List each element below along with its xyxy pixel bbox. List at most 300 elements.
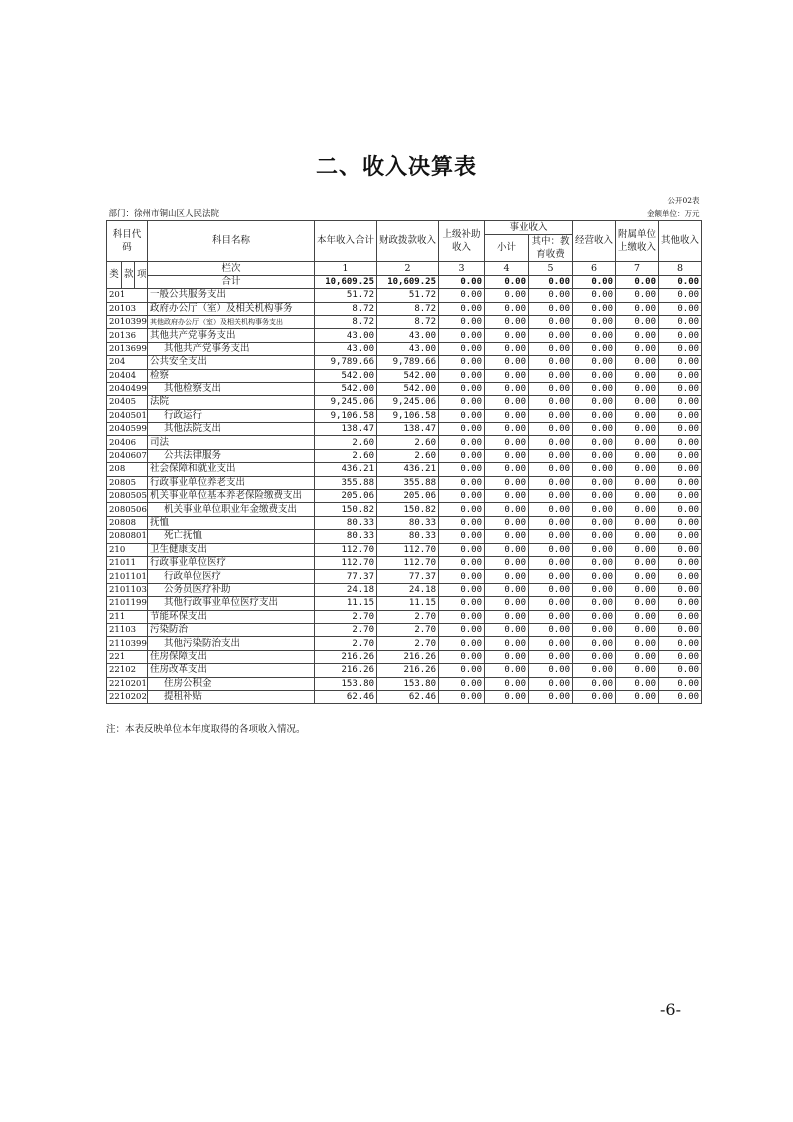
- row-value: 2.70: [315, 623, 377, 636]
- col-num: 4: [485, 261, 529, 275]
- row-value: 0.00: [573, 597, 616, 610]
- row-code: 2040599: [107, 423, 148, 436]
- row-value: 0.00: [573, 530, 616, 543]
- row-name: 污染防治: [148, 623, 315, 636]
- row-value: 0.00: [485, 423, 529, 436]
- row-value: 0.00: [573, 690, 616, 703]
- row-value: 355.88: [377, 476, 439, 489]
- row-name: 卫生健康支出: [148, 543, 315, 556]
- row-value: 542.00: [315, 382, 377, 395]
- table-row: [107, 369, 702, 382]
- row-value: 0.00: [616, 570, 659, 583]
- row-value: 0.00: [485, 289, 529, 302]
- row-value: 0.00: [659, 597, 702, 610]
- table-row: [107, 570, 702, 583]
- row-value: 9,106.58: [315, 409, 377, 422]
- row-value: 0.00: [573, 664, 616, 677]
- row-value: 0.00: [659, 650, 702, 663]
- row-value: 0.00: [529, 302, 573, 315]
- row-value: 0.00: [529, 516, 573, 529]
- table-row: [107, 556, 702, 569]
- row-value: 0.00: [573, 382, 616, 395]
- row-name: 政府办公厅（室）及相关机构事务: [148, 302, 315, 315]
- row-value: 112.70: [377, 556, 439, 569]
- row-value: 0.00: [616, 423, 659, 436]
- table-row: [107, 329, 702, 342]
- row-value: 43.00: [377, 342, 439, 355]
- table-row: [107, 637, 702, 650]
- row-value: 62.46: [377, 690, 439, 703]
- row-value: 0.00: [659, 369, 702, 382]
- row-name: 行政运行: [148, 409, 315, 422]
- row-value: 0.00: [485, 369, 529, 382]
- row-code: 21011: [107, 556, 148, 569]
- row-value: 0.00: [616, 409, 659, 422]
- row-code: 2101199: [107, 597, 148, 610]
- row-value: 0.00: [439, 556, 485, 569]
- row-name: 住房公积金: [148, 677, 315, 690]
- row-value: 0.00: [485, 690, 529, 703]
- row-value: 0.00: [616, 583, 659, 596]
- row-value: 0.00: [659, 289, 702, 302]
- row-value: 0.00: [616, 382, 659, 395]
- row-value: 43.00: [315, 329, 377, 342]
- row-name: 提租补贴: [148, 690, 315, 703]
- row-value: 0.00: [573, 583, 616, 596]
- row-value: 0.00: [485, 356, 529, 369]
- department-label: 部门：徐州市铜山区人民法院: [108, 208, 220, 219]
- row-value: 0.00: [485, 637, 529, 650]
- row-value: 0.00: [439, 503, 485, 516]
- table-row: [107, 356, 702, 369]
- row-value: 43.00: [377, 329, 439, 342]
- total-cell: 10,609.25: [315, 275, 377, 288]
- row-value: 0.00: [659, 503, 702, 516]
- row-value: 0.00: [529, 409, 573, 422]
- row-value: 0.00: [485, 342, 529, 355]
- table-row: [107, 423, 702, 436]
- row-code: 20136: [107, 329, 148, 342]
- row-value: 216.26: [377, 664, 439, 677]
- col-num: 8: [659, 261, 702, 275]
- row-value: 0.00: [616, 302, 659, 315]
- row-value: 0.00: [439, 423, 485, 436]
- row-code: 208: [107, 463, 148, 476]
- row-value: 0.00: [573, 409, 616, 422]
- row-value: 153.80: [315, 677, 377, 690]
- row-value: 2.70: [377, 637, 439, 650]
- row-code: 210: [107, 543, 148, 556]
- row-value: 0.00: [485, 516, 529, 529]
- row-name: 其他行政事业单位医疗支出: [148, 597, 315, 610]
- row-value: 0.00: [616, 637, 659, 650]
- row-value: 542.00: [315, 369, 377, 382]
- row-value: 9,106.58: [377, 409, 439, 422]
- row-value: 0.00: [659, 329, 702, 342]
- row-value: 0.00: [485, 476, 529, 489]
- row-value: 0.00: [616, 650, 659, 663]
- row-value: 0.00: [616, 664, 659, 677]
- row-value: 0.00: [485, 449, 529, 462]
- row-value: 0.00: [485, 677, 529, 690]
- row-value: 0.00: [529, 342, 573, 355]
- row-name: 公共安全支出: [148, 356, 315, 369]
- row-value: 0.00: [573, 289, 616, 302]
- table-row: [107, 597, 702, 610]
- row-value: 0.00: [439, 623, 485, 636]
- row-value: 0.00: [616, 556, 659, 569]
- row-value: 0.00: [485, 650, 529, 663]
- row-value: 0.00: [485, 570, 529, 583]
- row-value: 43.00: [315, 342, 377, 355]
- table-row: [107, 623, 702, 636]
- row-name: 抚恤: [148, 516, 315, 529]
- row-value: 0.00: [573, 677, 616, 690]
- header-lei: 类: [107, 261, 122, 288]
- row-value: 0.00: [439, 369, 485, 382]
- col-num: 7: [616, 261, 659, 275]
- form-code: 公开02表: [667, 196, 700, 206]
- row-value: 0.00: [659, 623, 702, 636]
- row-value: 0.00: [659, 543, 702, 556]
- row-value: 0.00: [616, 476, 659, 489]
- row-value: 80.33: [377, 516, 439, 529]
- row-value: 0.00: [616, 289, 659, 302]
- row-value: 355.88: [315, 476, 377, 489]
- row-value: 0.00: [659, 664, 702, 677]
- row-value: 0.00: [659, 530, 702, 543]
- row-code: 2080506: [107, 503, 148, 516]
- row-value: 112.70: [377, 543, 439, 556]
- row-value: 9,789.66: [377, 356, 439, 369]
- row-name: 住房改革支出: [148, 664, 315, 677]
- total-cell: 0.00: [485, 275, 529, 288]
- col-num: 3: [439, 261, 485, 275]
- row-value: 0.00: [573, 302, 616, 315]
- header-operating: 经营收入: [573, 220, 616, 261]
- row-value: 2.60: [315, 449, 377, 462]
- row-value: 0.00: [439, 690, 485, 703]
- row-code: 20805: [107, 476, 148, 489]
- row-value: 0.00: [529, 556, 573, 569]
- row-value: 0.00: [659, 356, 702, 369]
- row-name: 其他检察支出: [148, 382, 315, 395]
- row-value: 0.00: [439, 650, 485, 663]
- row-value: 0.00: [439, 490, 485, 503]
- row-name: 行政事业单位医疗: [148, 556, 315, 569]
- total-cell: 0.00: [529, 275, 573, 288]
- row-name: 行政事业单位养老支出: [148, 476, 315, 489]
- row-code: 211: [107, 610, 148, 623]
- row-code: 22102: [107, 664, 148, 677]
- row-value: 0.00: [573, 556, 616, 569]
- row-name: 司法: [148, 436, 315, 449]
- row-value: 0.00: [485, 490, 529, 503]
- row-value: 542.00: [377, 369, 439, 382]
- row-value: 0.00: [529, 664, 573, 677]
- row-value: 8.72: [377, 315, 439, 328]
- row-value: 2.60: [377, 449, 439, 462]
- row-value: 436.21: [315, 463, 377, 476]
- row-value: 0.00: [616, 449, 659, 462]
- row-value: 0.00: [439, 637, 485, 650]
- row-code: 2101101: [107, 570, 148, 583]
- row-value: 0.00: [573, 315, 616, 328]
- row-code: 20404: [107, 369, 148, 382]
- total-cell: 10,609.25: [377, 275, 439, 288]
- row-value: 0.00: [439, 530, 485, 543]
- row-value: 0.00: [485, 315, 529, 328]
- row-value: 216.26: [315, 664, 377, 677]
- col-num: 6: [573, 261, 616, 275]
- row-value: 0.00: [439, 289, 485, 302]
- row-value: 0.00: [573, 356, 616, 369]
- row-code: 221: [107, 650, 148, 663]
- row-value: 0.00: [659, 556, 702, 569]
- row-value: 0.00: [659, 409, 702, 422]
- row-name: 其他政府办公厅（室）及相关机构事务支出: [148, 315, 315, 328]
- row-value: 0.00: [659, 637, 702, 650]
- row-value: 0.00: [529, 315, 573, 328]
- row-code: 204: [107, 356, 148, 369]
- row-name: 其他共产党事务支出: [148, 329, 315, 342]
- row-value: 0.00: [573, 449, 616, 462]
- table-note: 注：本表反映单位本年度取得的各项收入情况。: [106, 724, 306, 735]
- row-value: 9,789.66: [315, 356, 377, 369]
- table-row: [107, 516, 702, 529]
- header-fiscal: 财政拨款收入: [377, 220, 439, 261]
- row-value: 0.00: [573, 490, 616, 503]
- row-value: 0.00: [439, 570, 485, 583]
- row-value: 0.00: [439, 516, 485, 529]
- row-value: 0.00: [616, 356, 659, 369]
- row-value: 8.72: [315, 302, 377, 315]
- row-code: 2210202: [107, 690, 148, 703]
- row-name: 公务员医疗补助: [148, 583, 315, 596]
- row-value: 51.72: [315, 289, 377, 302]
- row-value: 216.26: [315, 650, 377, 663]
- row-value: 9,245.06: [377, 396, 439, 409]
- table-row: [107, 382, 702, 395]
- income-table: [106, 195, 702, 704]
- row-value: 0.00: [529, 637, 573, 650]
- row-value: 2.60: [377, 436, 439, 449]
- row-value: 0.00: [659, 516, 702, 529]
- row-value: 0.00: [616, 396, 659, 409]
- row-value: 0.00: [659, 476, 702, 489]
- row-name: 其他法院支出: [148, 423, 315, 436]
- row-value: 436.21: [377, 463, 439, 476]
- row-value: 0.00: [573, 623, 616, 636]
- page-number: -6-: [660, 1000, 681, 1019]
- row-value: 0.00: [616, 516, 659, 529]
- row-name: 机关事业单位基本养老保险缴费支出: [148, 490, 315, 503]
- row-value: 0.00: [659, 677, 702, 690]
- row-name: 公共法律服务: [148, 449, 315, 462]
- row-value: 0.00: [439, 597, 485, 610]
- row-code: 2080801: [107, 530, 148, 543]
- row-value: 150.82: [377, 503, 439, 516]
- row-value: 0.00: [439, 315, 485, 328]
- table-row: [107, 342, 702, 355]
- row-value: 0.00: [529, 463, 573, 476]
- row-value: 0.00: [439, 664, 485, 677]
- row-value: 0.00: [616, 369, 659, 382]
- header-business-income: 事业收入: [485, 220, 573, 234]
- row-code: 20405: [107, 396, 148, 409]
- row-value: 0.00: [439, 436, 485, 449]
- row-value: 0.00: [485, 329, 529, 342]
- row-value: 0.00: [616, 543, 659, 556]
- row-value: 0.00: [573, 436, 616, 449]
- row-value: 0.00: [529, 423, 573, 436]
- row-value: 0.00: [529, 530, 573, 543]
- row-value: 0.00: [485, 597, 529, 610]
- row-value: 24.18: [315, 583, 377, 596]
- row-value: 0.00: [529, 623, 573, 636]
- row-name: 死亡抚恤: [148, 530, 315, 543]
- row-value: 0.00: [659, 463, 702, 476]
- row-value: 0.00: [616, 342, 659, 355]
- row-value: 11.15: [315, 597, 377, 610]
- row-code: 2110399: [107, 637, 148, 650]
- row-value: 0.00: [485, 530, 529, 543]
- row-code: 2010399: [107, 315, 148, 328]
- table-row: [107, 543, 702, 556]
- row-value: 2.70: [377, 623, 439, 636]
- row-value: 0.00: [616, 610, 659, 623]
- row-value: 0.00: [616, 436, 659, 449]
- col-num: 2: [377, 261, 439, 275]
- row-value: 0.00: [659, 423, 702, 436]
- row-name: 其他污染防治支出: [148, 637, 315, 650]
- row-value: 0.00: [485, 382, 529, 395]
- row-value: 153.80: [377, 677, 439, 690]
- row-code: 20808: [107, 516, 148, 529]
- row-value: 0.00: [439, 382, 485, 395]
- row-value: 0.00: [439, 583, 485, 596]
- row-value: 2.60: [315, 436, 377, 449]
- row-value: 0.00: [529, 369, 573, 382]
- total-cell: 0.00: [659, 275, 702, 288]
- row-value: 0.00: [573, 342, 616, 355]
- row-value: 205.06: [377, 490, 439, 503]
- row-value: 0.00: [485, 503, 529, 516]
- col-num: 1: [315, 261, 377, 275]
- table-row: [107, 503, 702, 516]
- row-value: 0.00: [485, 396, 529, 409]
- row-value: 0.00: [439, 476, 485, 489]
- table-row: [107, 610, 702, 623]
- row-name: 其他共产党事务支出: [148, 342, 315, 355]
- row-value: 0.00: [659, 302, 702, 315]
- table-row: [107, 315, 702, 328]
- unit-label: 金额单位：万元: [647, 208, 700, 218]
- row-value: 77.37: [377, 570, 439, 583]
- row-name: 社会保障和就业支出: [148, 463, 315, 476]
- row-value: 0.00: [485, 623, 529, 636]
- row-code: 2101103: [107, 583, 148, 596]
- row-value: 0.00: [529, 329, 573, 342]
- row-value: 0.00: [659, 315, 702, 328]
- row-value: 0.00: [485, 463, 529, 476]
- row-value: 8.72: [315, 315, 377, 328]
- row-name: 机关事业单位职业年金缴费支出: [148, 503, 315, 516]
- row-value: 0.00: [439, 409, 485, 422]
- row-value: 80.33: [377, 530, 439, 543]
- row-value: 205.06: [315, 490, 377, 503]
- row-value: 0.00: [573, 423, 616, 436]
- table-row: [107, 530, 702, 543]
- row-value: 0.00: [616, 597, 659, 610]
- row-value: 0.00: [659, 610, 702, 623]
- row-value: 0.00: [529, 382, 573, 395]
- row-value: 0.00: [659, 396, 702, 409]
- row-value: 0.00: [485, 302, 529, 315]
- total-cell: 0.00: [439, 275, 485, 288]
- row-value: 138.47: [315, 423, 377, 436]
- row-value: 0.00: [573, 650, 616, 663]
- row-value: 0.00: [573, 329, 616, 342]
- row-value: 0.00: [439, 342, 485, 355]
- row-value: 0.00: [529, 650, 573, 663]
- row-code: 201: [107, 289, 148, 302]
- table-row: [107, 583, 702, 596]
- row-value: 138.47: [377, 423, 439, 436]
- row-value: 0.00: [485, 583, 529, 596]
- row-value: 0.00: [659, 449, 702, 462]
- row-value: 62.46: [315, 690, 377, 703]
- row-value: 112.70: [315, 543, 377, 556]
- row-value: 0.00: [659, 436, 702, 449]
- row-name: 住房保障支出: [148, 650, 315, 663]
- page-title: 二、收入决算表: [315, 155, 477, 180]
- table-row: [107, 302, 702, 315]
- header-total-income: 本年收入合计: [315, 220, 377, 261]
- table-row: [107, 664, 702, 677]
- row-value: 0.00: [573, 396, 616, 409]
- row-value: 0.00: [616, 530, 659, 543]
- row-value: 9,245.06: [315, 396, 377, 409]
- row-value: 0.00: [573, 476, 616, 489]
- row-value: 0.00: [529, 583, 573, 596]
- header-other: 其他收入: [659, 220, 702, 261]
- row-value: 0.00: [485, 664, 529, 677]
- header-name: 科目名称: [148, 220, 315, 261]
- row-value: 0.00: [616, 329, 659, 342]
- row-value: 0.00: [529, 436, 573, 449]
- row-value: 0.00: [659, 690, 702, 703]
- row-value: 0.00: [439, 543, 485, 556]
- row-value: 0.00: [529, 490, 573, 503]
- row-value: 0.00: [616, 677, 659, 690]
- row-value: 77.37: [315, 570, 377, 583]
- header-affiliated: 附属单位上缴收入: [616, 220, 659, 261]
- row-value: 0.00: [439, 677, 485, 690]
- row-value: 0.00: [529, 597, 573, 610]
- row-code: 2040499: [107, 382, 148, 395]
- row-value: 112.70: [315, 556, 377, 569]
- row-value: 2.70: [315, 610, 377, 623]
- row-value: 0.00: [529, 610, 573, 623]
- row-value: 0.00: [439, 302, 485, 315]
- row-value: 0.00: [485, 436, 529, 449]
- header-code: 科目代码: [107, 220, 148, 261]
- total-label: 合计: [148, 275, 315, 288]
- table-row: [107, 476, 702, 489]
- row-value: 80.33: [315, 516, 377, 529]
- row-value: 0.00: [529, 570, 573, 583]
